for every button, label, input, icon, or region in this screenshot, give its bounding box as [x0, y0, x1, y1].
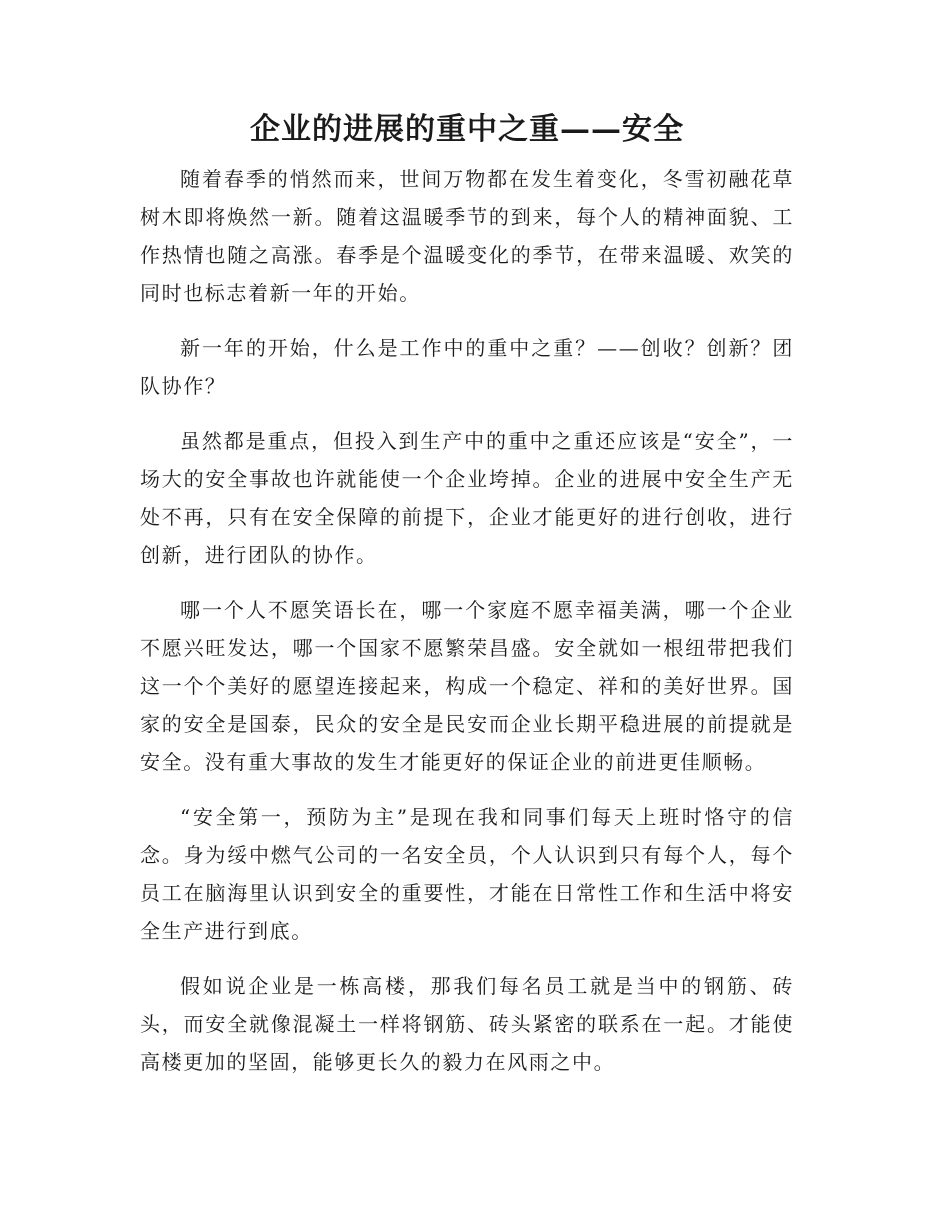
paragraph: 假如说企业是一栋高楼，那我们每名员工就是当中的钢筋、砖头，而安全就像混凝土一样将钢筋、砖头紧密的联系在一起。才能使高楼更加的坚固，能够更长久的毅力在风雨之中。 [140, 974, 794, 1074]
paragraph: 随着春季的悄然而来，世间万物都在发生着变化，冬雪初融花草树木即将焕然一新。随着这温暖季节的到来，每个人的精神面貌、工作热情也随之高涨。春季是个温暖变化的季节，在带来温暖、欢笑的同时也标志着新一年的开始。 [140, 167, 794, 305]
paragraph: 新一年的开始，什么是工作中的重中之重？——创收？创新？团队协作？ [140, 336, 794, 398]
paragraph: 虽然都是重点，但投入到生产中的重中之重还应该是“安全”，一场大的安全事故也许就能使一个企业垮掉。企业的进展中安全生产无处不再，只有在安全保障的前提下，企业才能更好的进行创收，进行创新，进行团队的协作。 [140, 429, 794, 567]
paragraph: 哪一个人不愿笑语长在，哪一个家庭不愿幸福美满，哪一个企业不愿兴旺发达，哪一个国家不愿繁荣昌盛。安全就如一根纽带把我们这一个个美好的愿望连接起来，构成一个稳定、祥和的美好世界。国家的安全是国泰，民众的安全是民安而企业长期平稳进展的前提就是安全。没有重大事故的发生才能更好的保证企业的前进更佳顺畅。 [140, 598, 794, 774]
document-title: 企业的进展的重中之重——安全 [250, 112, 684, 147]
paragraph: “安全第一，预防为主”是现在我和同事们每天上班时恪守的信念。身为绥中燃气公司的一名安全员，个人认识到只有每个人，每个员工在脑海里认识到安全的重要性，才能在日常性工作和生活中将安全生产进行到底。 [140, 805, 794, 943]
document-page [140, 108, 794, 1098]
